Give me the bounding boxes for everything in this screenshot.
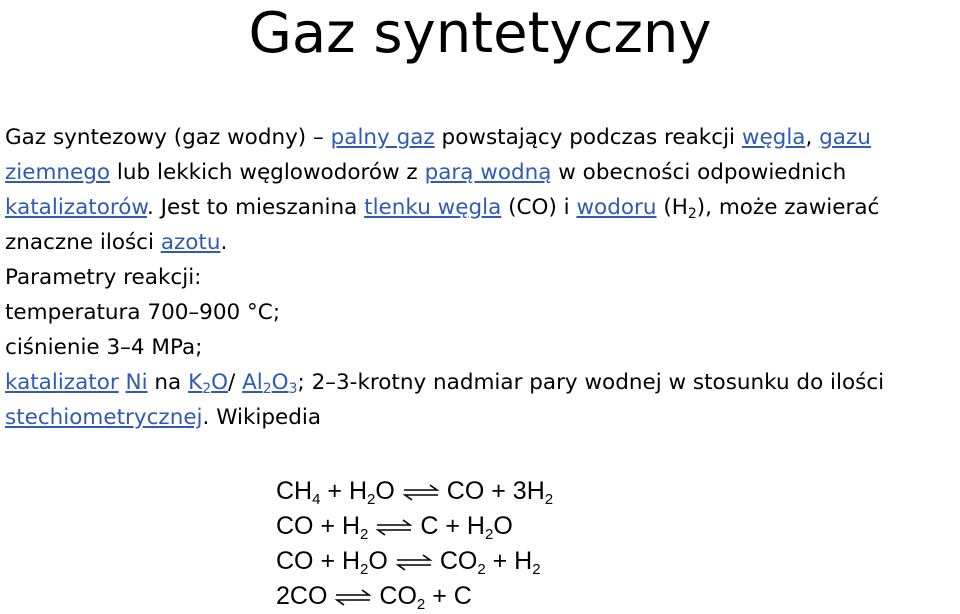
subscript: 2 — [367, 491, 376, 508]
subscript: 2 — [262, 381, 272, 397]
formula-part: CO + 3H — [446, 477, 545, 505]
equilibrium-arrow-icon — [333, 588, 373, 606]
subscript: 2 — [360, 561, 369, 578]
link-ziemnego[interactable]: ziemnego — [5, 160, 111, 185]
link-palny-gaz[interactable]: palny gaz — [330, 125, 435, 150]
link-tlenku-wegla[interactable]: tlenku węgla — [364, 195, 502, 220]
text-fragment: (H — [656, 195, 688, 220]
text-fragment: powstający podczas reakcji — [434, 125, 742, 150]
reaction-4 — [276, 579, 553, 614]
link-azotu[interactable]: azotu — [160, 230, 221, 255]
text-line-4 — [5, 225, 960, 260]
link-katalizator[interactable]: katalizator — [5, 370, 119, 395]
text-fragment: K — [188, 370, 203, 395]
subscript: 2 — [532, 561, 541, 578]
link-gazu[interactable]: gazu — [819, 125, 871, 150]
page-title: Gaz syntetyczny — [248, 1, 712, 66]
text-line-8 — [5, 365, 960, 400]
article-text — [5, 120, 960, 435]
subscript: 2 — [485, 526, 494, 543]
formula-part: + C — [425, 582, 472, 610]
link-k2o[interactable] — [188, 370, 228, 395]
text-line-1 — [5, 120, 960, 155]
link-wegla[interactable]: węgla — [741, 125, 806, 150]
text-fragment: . — [220, 230, 228, 255]
subscript: 2 — [544, 491, 554, 508]
text-fragment: na — [147, 370, 189, 395]
formula-part: CO — [439, 547, 478, 575]
formula-part: CO — [379, 582, 417, 610]
text-line-2 — [5, 155, 960, 190]
formula-part: CO + H — [276, 547, 361, 575]
formula-part: CH — [276, 477, 313, 505]
equilibrium-arrow-icon — [374, 518, 414, 536]
formula-part: + H — [320, 477, 367, 505]
reaction-2 — [276, 509, 553, 544]
text-fragment: Al — [242, 370, 263, 395]
subscript: 3 — [288, 381, 298, 397]
text-fragment: , — [805, 125, 820, 150]
text-fragment: ), może zawierać — [696, 195, 880, 220]
link-al2o3[interactable] — [242, 370, 297, 395]
text-line-5: Parametry reakcji: — [5, 265, 202, 290]
link-ni[interactable]: Ni — [125, 370, 148, 395]
formula-part: 2CO — [276, 582, 328, 610]
reaction-3 — [276, 544, 553, 579]
text-line-7: ciśnienie 3–4 MPa; — [5, 335, 203, 360]
reaction-1 — [276, 474, 553, 509]
subscript: 2 — [687, 206, 697, 222]
link-stechiometrycznej[interactable]: stechiometrycznej — [5, 405, 203, 430]
formula-part: O — [493, 512, 513, 540]
text-fragment: O — [271, 370, 289, 395]
formula-part: C + H — [420, 512, 485, 540]
link-katalizatorow[interactable]: katalizatorów — [5, 195, 147, 220]
text-fragment: w obecności odpowiednich — [551, 160, 847, 185]
formula-part: O — [368, 547, 388, 575]
text-fragment — [119, 370, 126, 395]
formula-part: + H — [485, 547, 533, 575]
text-line-6: temperatura 700–900 °C; — [5, 300, 281, 325]
subscript: 2 — [202, 381, 212, 397]
text-fragment: ; 2–3-krotny nadmiar pary wodnej w stosunku do ilości — [297, 370, 885, 395]
text-fragment: / — [228, 370, 243, 395]
text-line-9 — [5, 400, 960, 435]
subscript: 4 — [312, 491, 321, 508]
link-para-wodna[interactable]: parą wodną — [424, 160, 552, 185]
text-fragment: Gaz syntezowy (gaz wodny) – — [5, 125, 331, 150]
text-fragment: (CO) i — [501, 195, 577, 220]
subscript: 2 — [477, 561, 486, 578]
text-fragment: O — [211, 370, 229, 395]
text-fragment: znaczne ilości — [5, 230, 161, 255]
text-fragment: . Jest to mieszanina — [146, 195, 365, 220]
text-fragment: lub lekkich węglowodorów z — [110, 160, 425, 185]
text-fragment: . Wikipedia — [202, 405, 322, 430]
subscript: 2 — [416, 596, 426, 613]
formula-part: CO + H — [276, 512, 361, 540]
reaction-equations — [276, 474, 553, 614]
equilibrium-arrow-icon — [394, 553, 434, 571]
text-line-3 — [5, 190, 960, 225]
link-wodoru[interactable]: wodoru — [576, 195, 657, 220]
equilibrium-arrow-icon — [401, 483, 441, 501]
subscript: 2 — [360, 526, 369, 543]
formula-part: O — [375, 477, 395, 505]
